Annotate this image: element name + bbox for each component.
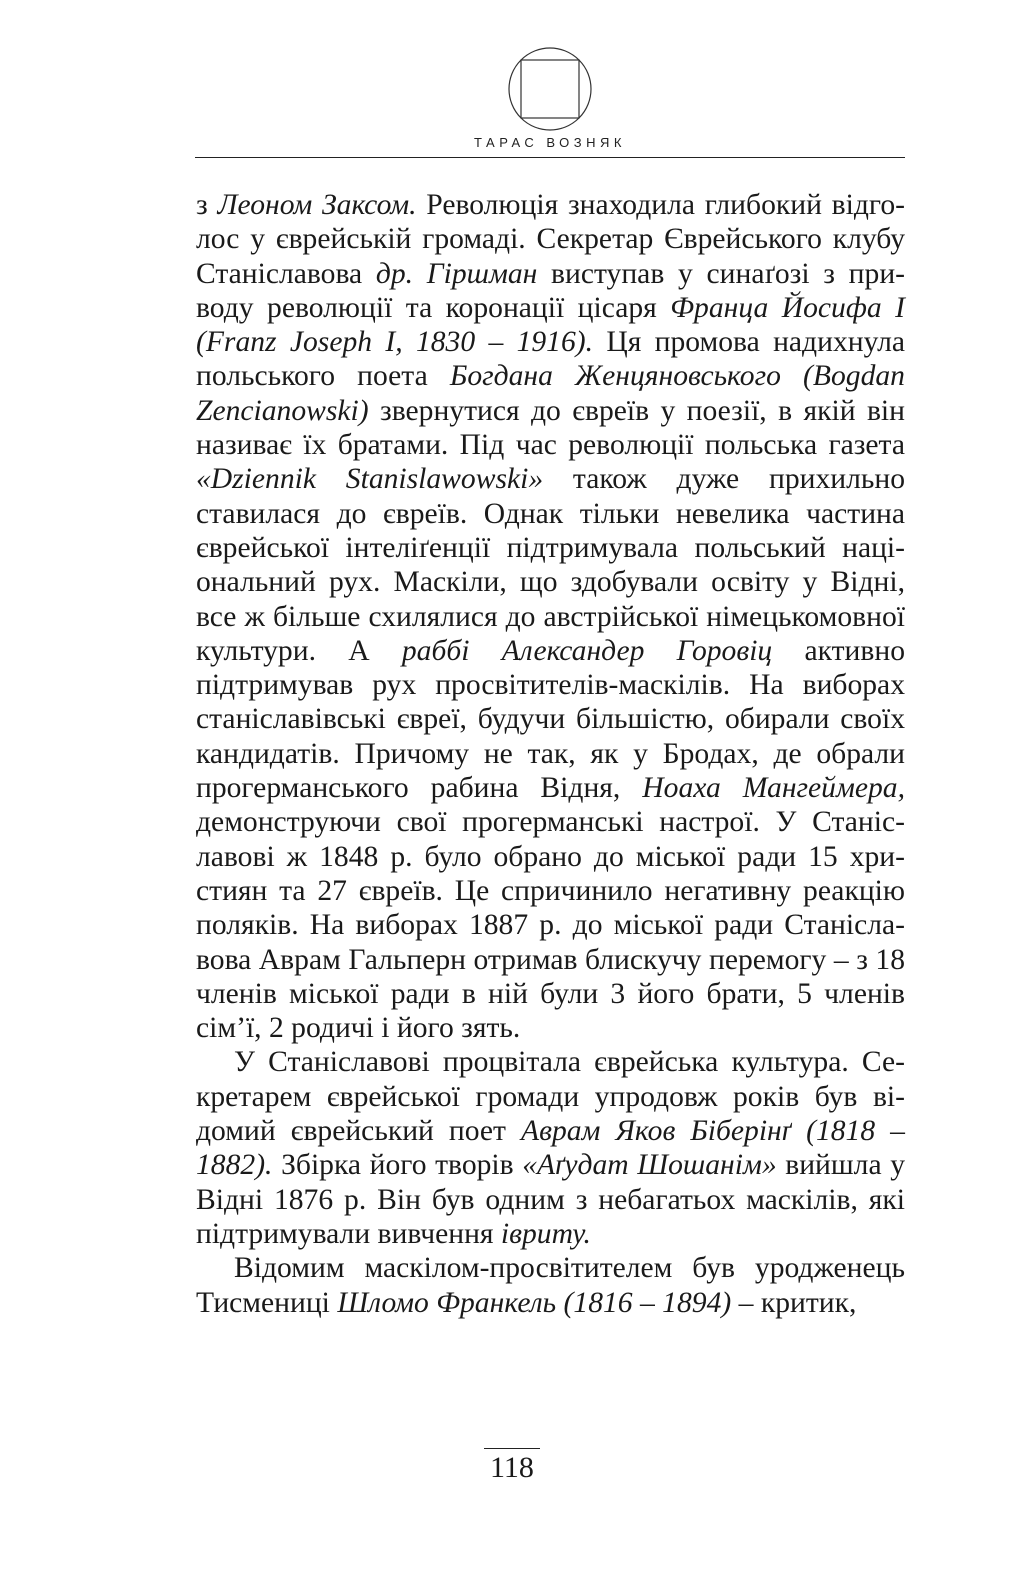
- circle-square-emblem-icon: [507, 46, 593, 132]
- paragraph-2: [196, 1045, 905, 1251]
- italic-run: др. Гіршман: [375, 257, 538, 290]
- paragraph-3: [196, 1251, 905, 1320]
- text-run: Ця промова надихнула польського поета: [196, 326, 905, 393]
- italic-run: Аврам Яков Біберінґ (1818 – 1882).: [196, 1115, 905, 1182]
- italic-run: Франца Йосифа І (Franz Joseph I, 1830 – 1916).: [196, 291, 905, 359]
- text-run: демонструючи свої прогерманські настрої. У Станіславові ж 1848 р. було обрано до міської ради 15 християн та 27 євреїв. Це спричинило негативну реакцію поляків. На виборах 1887 р. до міської ради Станіславова Аврам Гальперн отримав блискучу перемогу – з 18 членів міської ради в ній були 3 його брати, 5 членів сім’ї, 2 родичі і його зять.: [196, 806, 905, 1045]
- text-run: – критик,: [731, 1286, 857, 1319]
- text-run: У Станіславові процвітала єврейська культура. Секретарем єврейської громади упродовж років був відомий єврейський поет: [196, 1046, 905, 1148]
- italic-run: Богдана Женцяновського (Bogdan Zencianowski): [196, 360, 905, 427]
- text-run: Революція знаходила глибокий відголос у єврейській громаді. Секретар Єврейського клубу Станіславова: [196, 189, 905, 290]
- text-run: звернутися до євреїв у поезії, в якій він називає їх братами. Під час революції польська газета: [196, 394, 905, 462]
- italic-run: Ноаха Мангеймера,: [642, 772, 905, 805]
- paragraph-1: [196, 188, 905, 1045]
- page-number: [0, 1448, 1024, 1485]
- page-number-text: 118: [484, 1448, 540, 1485]
- header-rule: [195, 157, 905, 158]
- italic-run: Леоном Заксом.: [217, 189, 417, 221]
- running-header: [195, 44, 905, 164]
- page-body: [196, 188, 905, 1320]
- text-run: Збірка його творів: [272, 1149, 523, 1182]
- text-run: вийшла у Відні 1876 р. Він був одним з небагатьох маскілів, які підтримували вивчення: [196, 1149, 905, 1250]
- italic-run: «Dziennik Stanislawowski»: [196, 463, 544, 496]
- italic-run: івриту.: [500, 1217, 591, 1250]
- text-run: активно підтримував рух просвітителів-маскілів. На виборах станіславівські євреї, будучи більшістю, обирали своїх кандидатів. Причому не так, як у Бродах, де обрали прогерманського рабина Відня,: [196, 634, 905, 805]
- author-name: ТАРАС ВОЗНЯК: [474, 135, 626, 150]
- text-run: виступав у синаґозі з приводу революції та коронації цісаря: [196, 257, 906, 324]
- text-run: також дуже прихильно ставилася до євреїв. Однак тільки невелика частина єврейської інтеліґенції підтримувала польський національний рух. Маскіли, що здобували освіту у Відні, все ж більше схилялися до австрійської німецькомовної культури. А: [196, 463, 905, 667]
- italic-run: Шломо Франкель (1816 – 1894): [337, 1286, 732, 1319]
- text-run: з: [196, 189, 218, 221]
- italic-run: раббі Александер Горовіц: [401, 634, 773, 667]
- italic-run: «Аґудат Шошанім»: [522, 1149, 777, 1182]
- text-run: Відомим маскілом-просвітителем був уродженець Тисмениці: [196, 1252, 905, 1319]
